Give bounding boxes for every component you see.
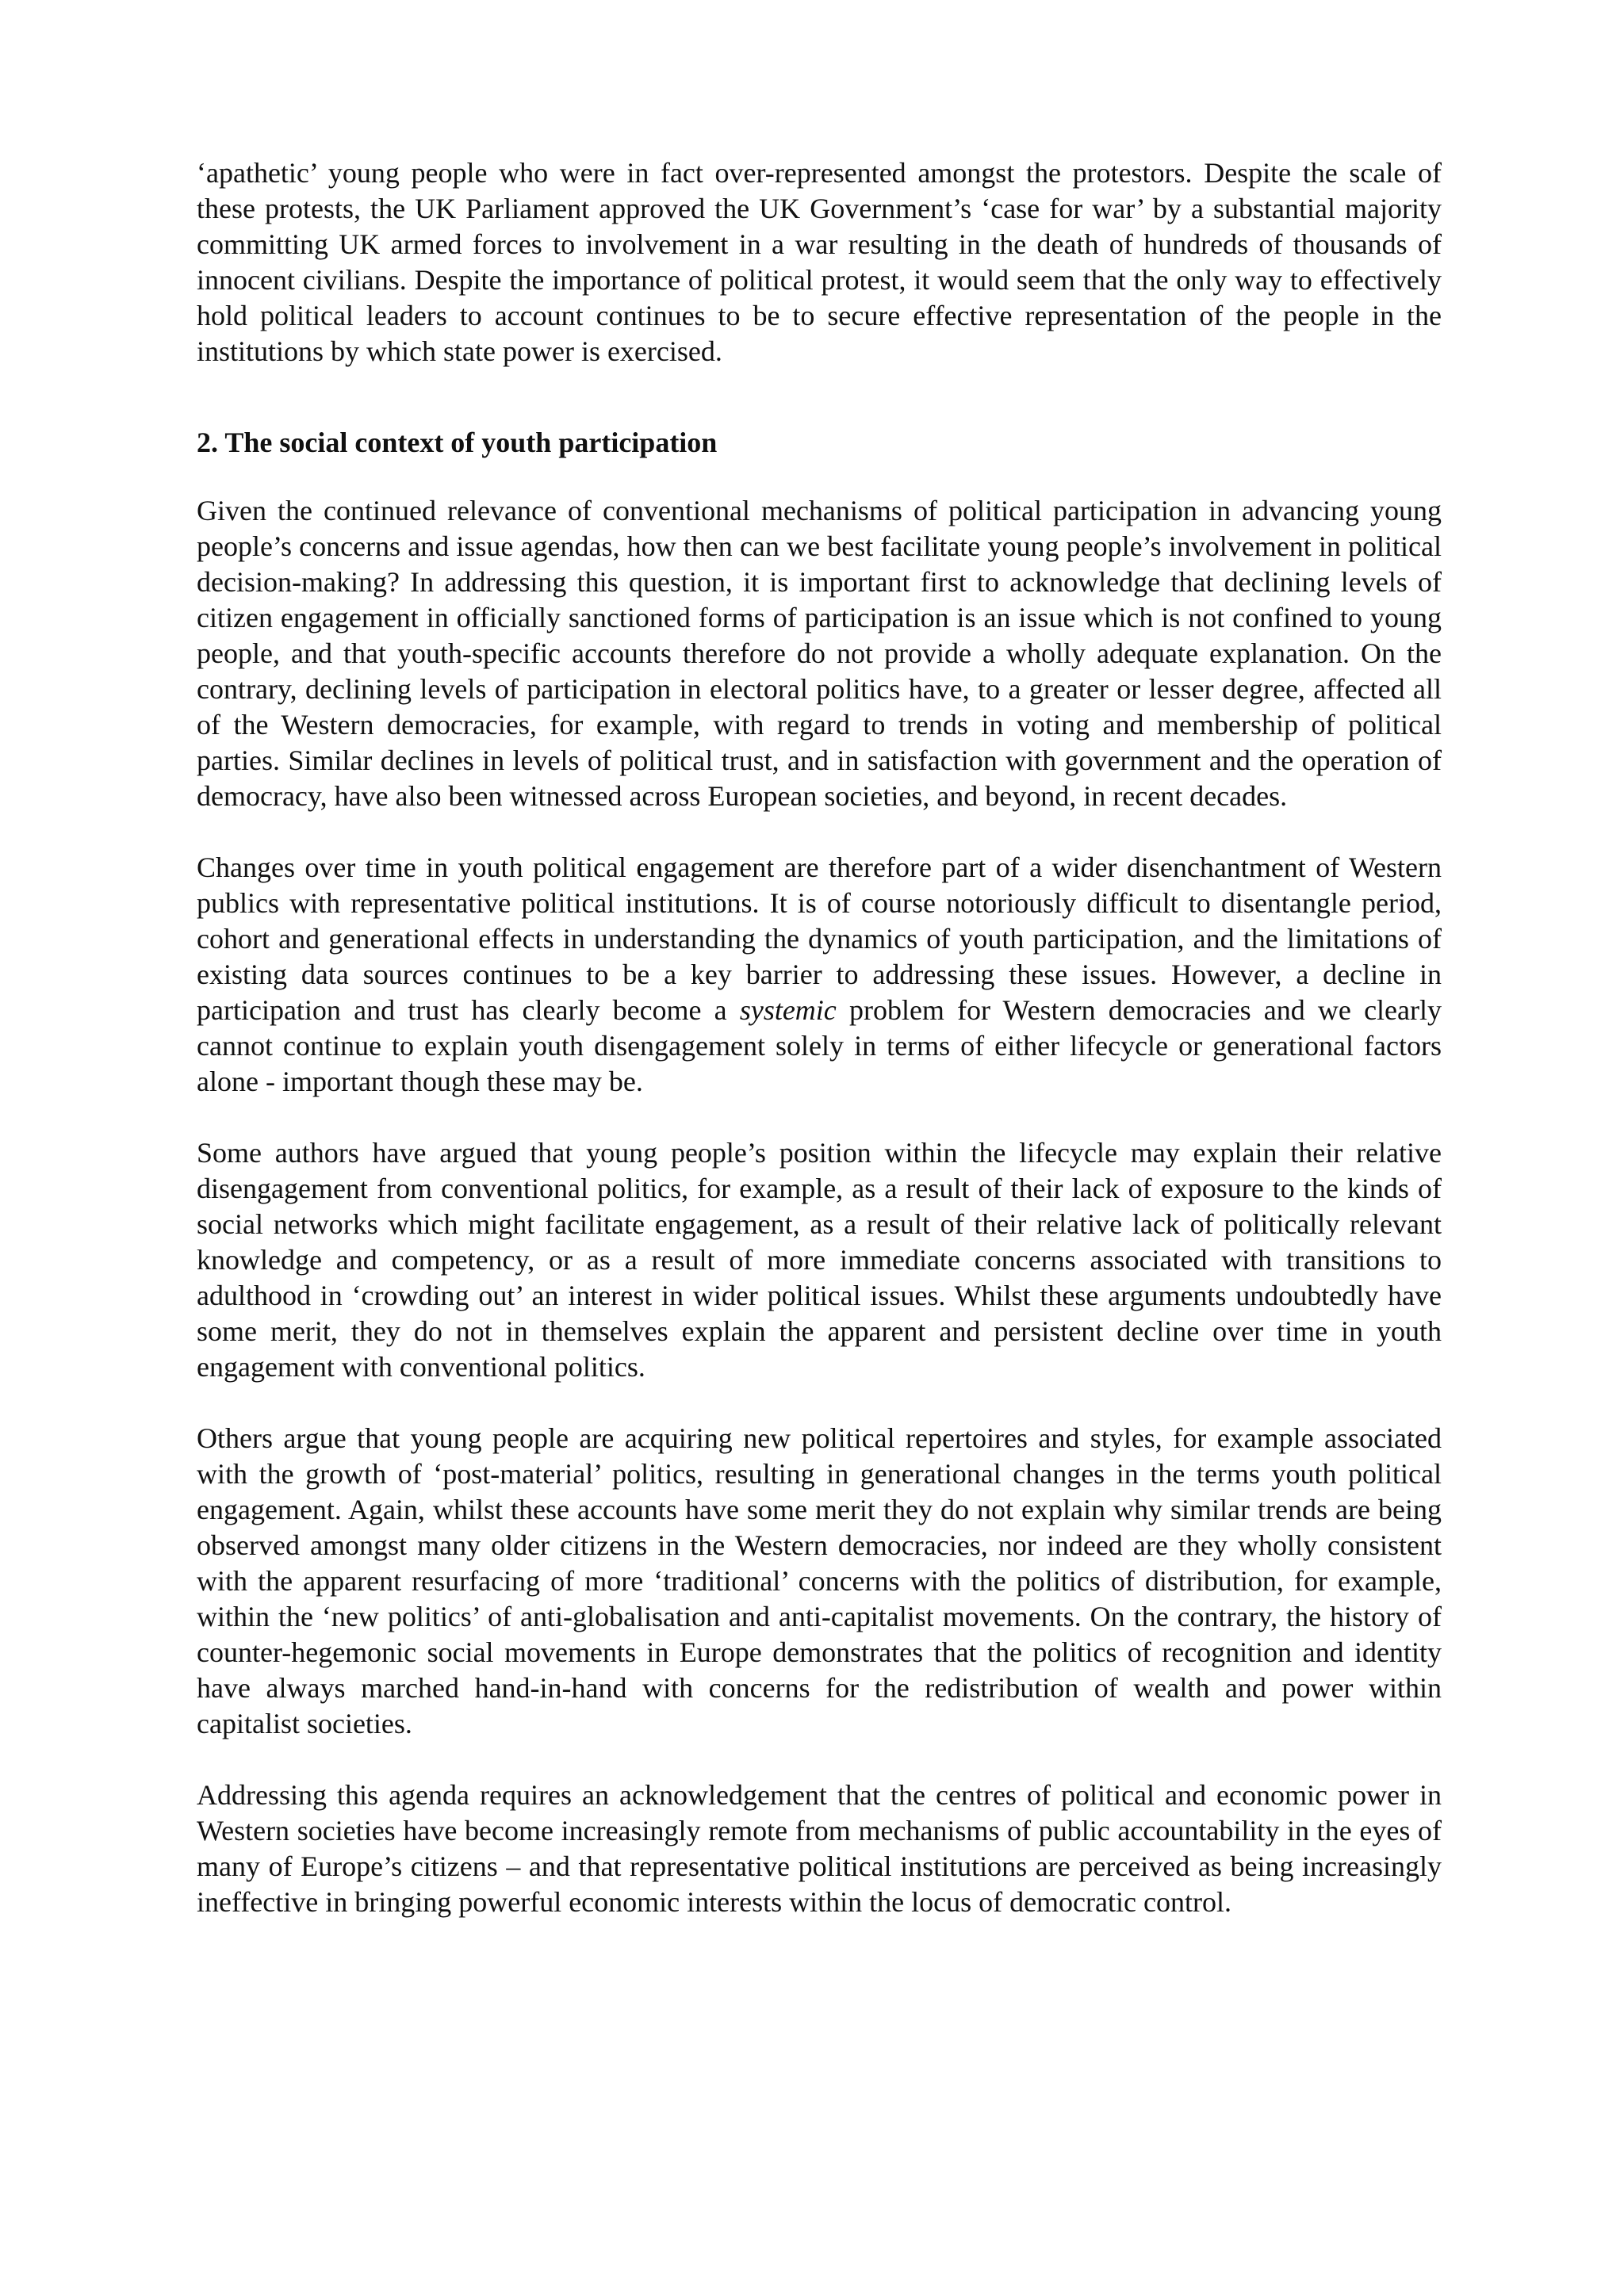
intro-paragraph: ‘apathetic’ young people who were in fact over-represented amongst the protestors. Despite the scale of these protests, the UK Parliament approved the UK Government’s ‘case for war’ by a substantial majority committing UK armed forces to involvement in a war resulting in the death of hundreds of thousands of innocent civilians. Despite the importance of political protest, it would seem that the only way to effectively hold political leaders to account continues to be to secure effective representation of the people in the institutions by which state power is exercised. [197, 157, 1442, 367]
body-paragraph-4: Others argue that young people are acquiring new political repertoires and styles, for example associated with the growth of ‘post-material’ politics, resulting in generational changes in the terms youth political engagement. Again, whilst these accounts have some merit they do not explain why similar trends are being observed amongst many older citizens in the Western democracies, nor indeed are they wholly consistent with the apparent resurfacing of more ‘traditional’ concerns with the politics of distribution, for example, within the ‘new politics’ of anti-globalisation and anti-capitalist movements. On the contrary, the history of counter-hegemonic social movements in Europe demonstrates that the politics of recognition and identity have always marched hand-in-hand with concerns for the redistribution of wealth and power within capitalist societies. [197, 1422, 1442, 1739]
italic-emphasis: systemic [739, 994, 837, 1026]
paragraph-2-text-start: Changes over time in youth political engagement are therefore part of a wider disenchantment of Western publics with representative political institutions. It is of course notoriously difficult to disentangle period, cohort and generational effects in understanding the dynamics of youth participation, and the limitations of existing data sources continues to be a key barrier to addressing these issues. However, a decline in participation and trust has clearly become a [197, 851, 1442, 1026]
body-paragraph-3: Some authors have argued that young people’s position within the lifecycle may explain their relative disengagement from conventional politics, for example, as a result of their lack of exposure to the kinds of social networks which might facilitate engagement, as a result of their relative lack of politically relevant knowledge and competency, or as a result of more immediate concerns associated with transitions to adulthood in ‘crowding out’ an interest in wider political issues. Whilst these arguments undoubtedly have some merit, they do not in themselves explain the apparent and persistent decline over time in youth engagement with conventional politics. [197, 1137, 1442, 1383]
body-paragraph-2 [197, 850, 1442, 1100]
body-paragraph-5: Addressing this agenda requires an acknowledgement that the centres of political and economic power in Western societies have become increasingly remote from mechanisms of public accountability in the eyes of many of Europe’s citizens – and that representative political institutions are perceived as being increasingly ineffective in bringing powerful economic interests within the locus of democratic control. [197, 1779, 1442, 1918]
paragraph-2-text-end: problem for Western democracies and we clearly cannot continue to explain youth disengagement solely in terms of either lifecycle or generational factors alone - important though these may be. [197, 994, 1442, 1097]
section-heading: 2. The social context of youth participation [197, 427, 718, 458]
document-page [197, 155, 1442, 1956]
body-paragraph-1: Given the continued relevance of conventional mechanisms of political participation in advancing young people’s concerns and issue agendas, how then can we best facilitate young people’s involvement in political decision-making? In addressing this question, it is important first to acknowledge that declining levels of citizen engagement in officially sanctioned forms of participation is an issue which is not confined to young people, and that youth-specific accounts therefore do not provide a wholly adequate explanation. On the contrary, declining levels of participation in electoral politics have, to a greater or lesser degree, affected all of the Western democracies, for example, with regard to trends in voting and membership of political parties. Similar declines in levels of political trust, and in satisfaction with government and the operation of democracy, have also been witnessed across European societies, and beyond, in recent decades. [197, 495, 1442, 812]
